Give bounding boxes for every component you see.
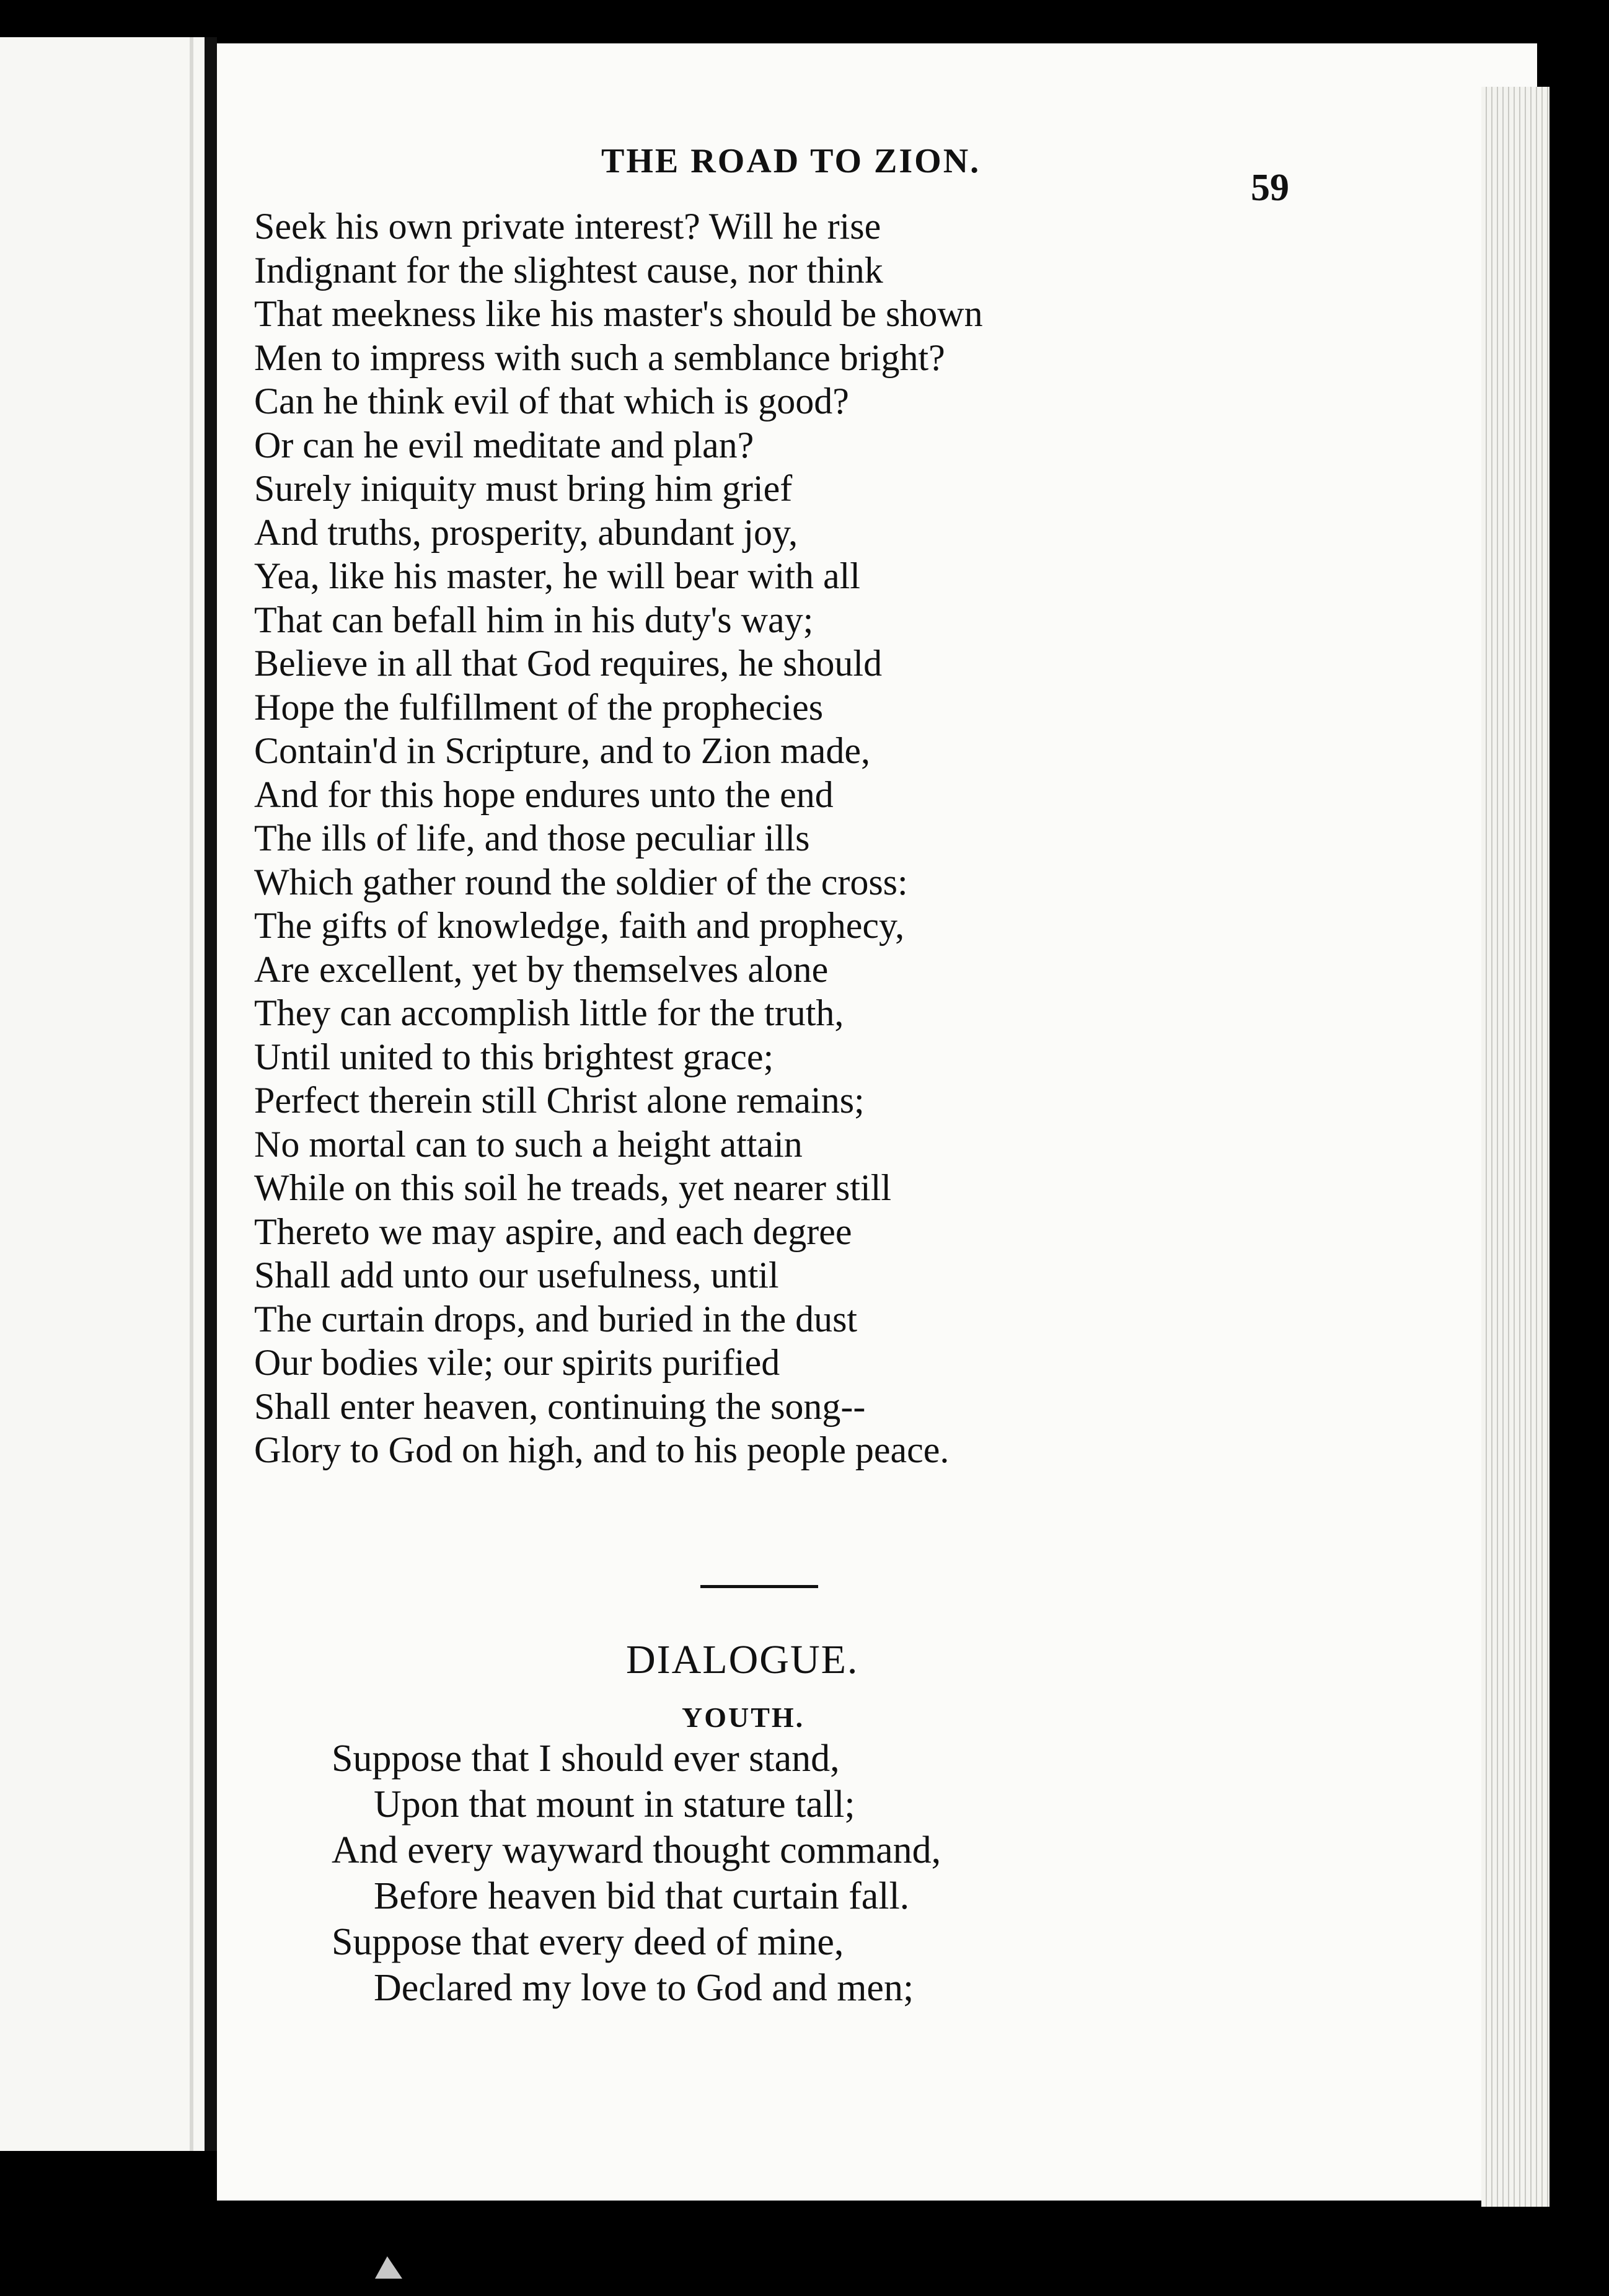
dialogue-stanza <box>332 1736 1137 2011</box>
stanza-line: Declared my love to God and men; <box>374 1967 914 2009</box>
stanza-line: And every wayward thought command, <box>332 1829 941 1871</box>
poem-text <box>254 205 1221 1472</box>
poem-line: Hope the fulfillment of the prophecies <box>254 686 824 728</box>
poem-line: Until united to this brightest grace; <box>254 1036 774 1077</box>
poem-line: Yea, like his master, he will bear with all <box>254 555 860 596</box>
poem-line: Men to impress with such a semblance bright? <box>254 337 945 378</box>
poem-line: Contain'd in Scripture, and to Zion made, <box>254 730 870 771</box>
poem-line: The curtain drops, and buried in the dust <box>254 1298 858 1340</box>
poem-line: That can befall him in his duty's way; <box>254 599 814 640</box>
dialogue-heading: DIALOGUE. <box>626 1637 859 1682</box>
poem-line: Our bodies vile; our spirits purified <box>254 1342 780 1383</box>
section-divider <box>700 1585 818 1588</box>
poem-line: They can accomplish little for the truth, <box>254 992 844 1033</box>
scan-artifact <box>375 2256 402 2279</box>
poem-line: No mortal can to such a height attain <box>254 1123 803 1165</box>
speaker-label: YOUTH. <box>682 1702 805 1733</box>
poem-line: Perfect therein still Christ alone remains; <box>254 1080 865 1121</box>
running-head: THE ROAD TO ZION. <box>601 142 981 180</box>
poem-line: Glory to God on high, and to his people peace. <box>254 1429 950 1470</box>
poem-line: Shall enter heaven, continuing the song-- <box>254 1385 866 1427</box>
poem-line: Or can he evil meditate and plan? <box>254 424 754 466</box>
poem-line: Which gather round the soldier of the cross: <box>254 861 908 903</box>
poem-line: Indignant for the slightest cause, nor think <box>254 249 883 291</box>
page-number: 59 <box>1251 167 1289 209</box>
poem-line: That meekness like his master's should be shown <box>254 293 983 334</box>
poem-line: Shall add unto our usefulness, until <box>254 1255 779 1296</box>
poem-line: While on this soil he treads, yet nearer still <box>254 1167 892 1208</box>
stanza-line: Suppose that every deed of mine, <box>332 1921 844 1963</box>
stanza-line: Upon that mount in stature tall; <box>374 1783 855 1826</box>
poem-line: And for this hope endures unto the end <box>254 774 834 815</box>
poem-line: Thereto we may aspire, and each degree <box>254 1211 852 1252</box>
stanza-line: Suppose that I should ever stand, <box>332 1737 840 1780</box>
poem-line: Surely iniquity must bring him grief <box>254 468 793 509</box>
poem-line: Seek his own private interest? Will he rise <box>254 206 881 247</box>
poem-line: And truths, prosperity, abundant joy, <box>254 511 798 553</box>
poem-line: The gifts of knowledge, faith and prophecy, <box>254 905 905 946</box>
poem-line: Believe in all that God requires, he should <box>254 643 883 684</box>
page-stack-edges <box>1481 87 1549 2207</box>
book-gutter <box>205 37 217 2151</box>
poem-line: Can he think evil of that which is good? <box>254 381 849 422</box>
stanza-line: Before heaven bid that curtain fall. <box>374 1875 910 1917</box>
facing-page-edge <box>0 37 205 2151</box>
poem-line: Are excellent, yet by themselves alone <box>254 948 829 990</box>
poem-line: The ills of life, and those peculiar ills <box>254 818 810 859</box>
